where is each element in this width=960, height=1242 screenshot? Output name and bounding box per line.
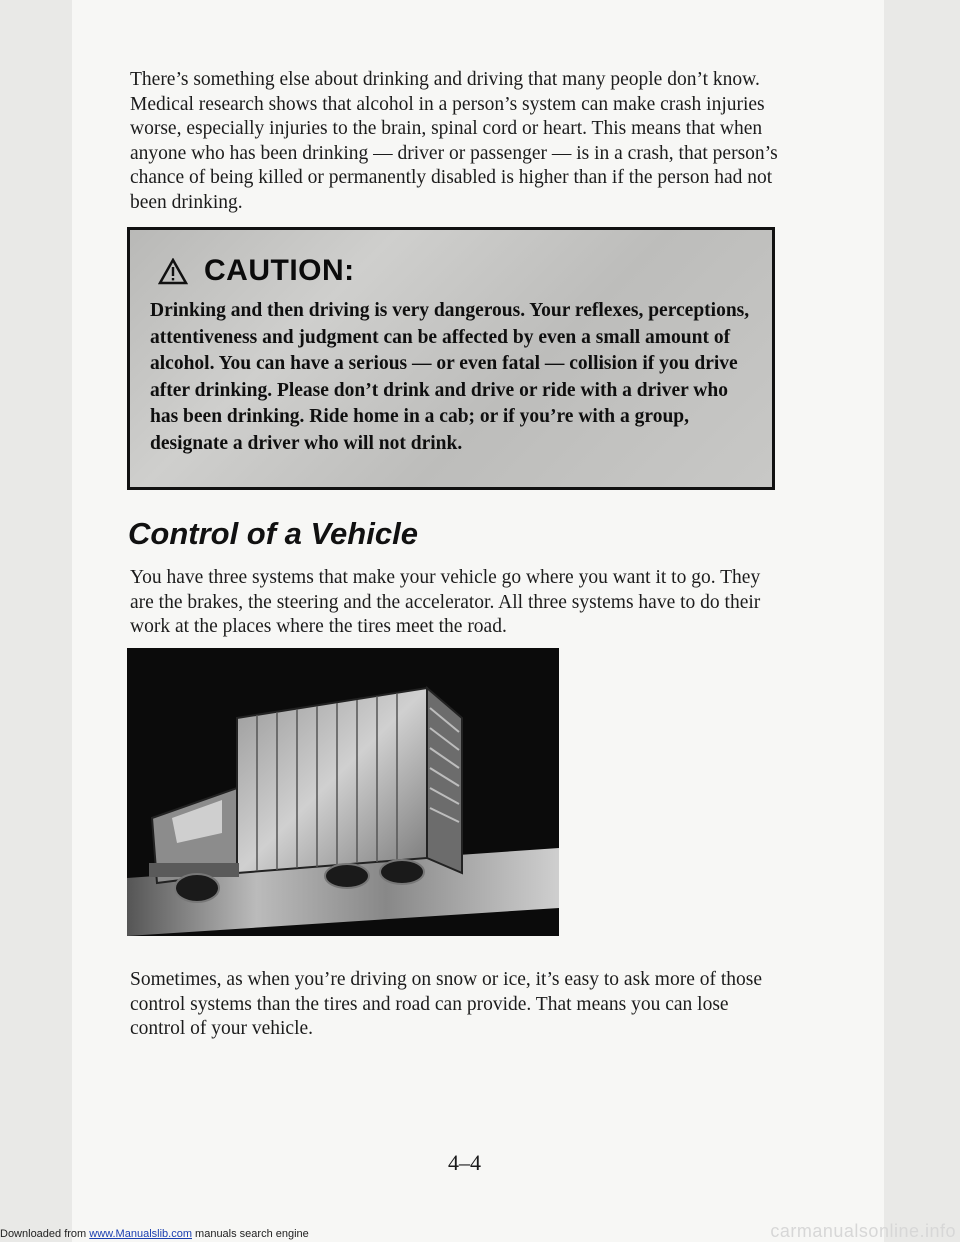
watermark: carmanualsonline.info xyxy=(770,1221,956,1241)
page-number: 4–4 xyxy=(448,1150,481,1175)
footer-prefix: Downloaded from xyxy=(0,1228,90,1240)
caution-heading xyxy=(158,254,355,288)
warning-triangle-icon xyxy=(158,258,188,285)
truck-illustration xyxy=(127,648,559,936)
footer-suffix: manuals search engine xyxy=(191,1228,309,1240)
intro-paragraph: There’s something else about drinking and driving that many people don’t know. Medical research shows that alcohol in a person’s system can make crash injuries worse, especially injuries to the brain, spinal cord or heart. This means that when anyone who has been drinking — driver or passenger — is in a crash, that person’s chance of being killed or permanently disabled is higher than if the person had not been drinking. xyxy=(130,69,778,213)
caution-box xyxy=(127,227,775,490)
caution-text: Drinking and then driving is very dangerous. Your reflexes, perceptions, attentiveness and judgment can be affected by even a small amount of alcohol. You can have a serious — or even fatal — collision if you drive after drinking. Please don’t drink and drive or ride with a driver who has been drinking. Ride home in a cab; or if you’re with a group, designate a driver who will not drink. xyxy=(150,300,750,454)
download-footer xyxy=(0,1228,309,1240)
section-title: Control of a Vehicle xyxy=(128,516,418,551)
closing-paragraph: Sometimes, as when you’re driving on snow or ice, it’s easy to ask more of those control systems than the tires and road can provide. That means you can lose control of your vehicle. xyxy=(130,969,763,1039)
manualslib-link[interactable]: www.Manualslib.com xyxy=(89,1228,192,1240)
section-paragraph: You have three systems that make your vehicle go where you want it to go. They are the brakes, the steering and the accelerator. All three systems have to do their work at the places where the tires meet the road. xyxy=(130,567,761,637)
caution-label: CAUTION: xyxy=(204,254,355,287)
truck-drawing xyxy=(127,648,559,936)
